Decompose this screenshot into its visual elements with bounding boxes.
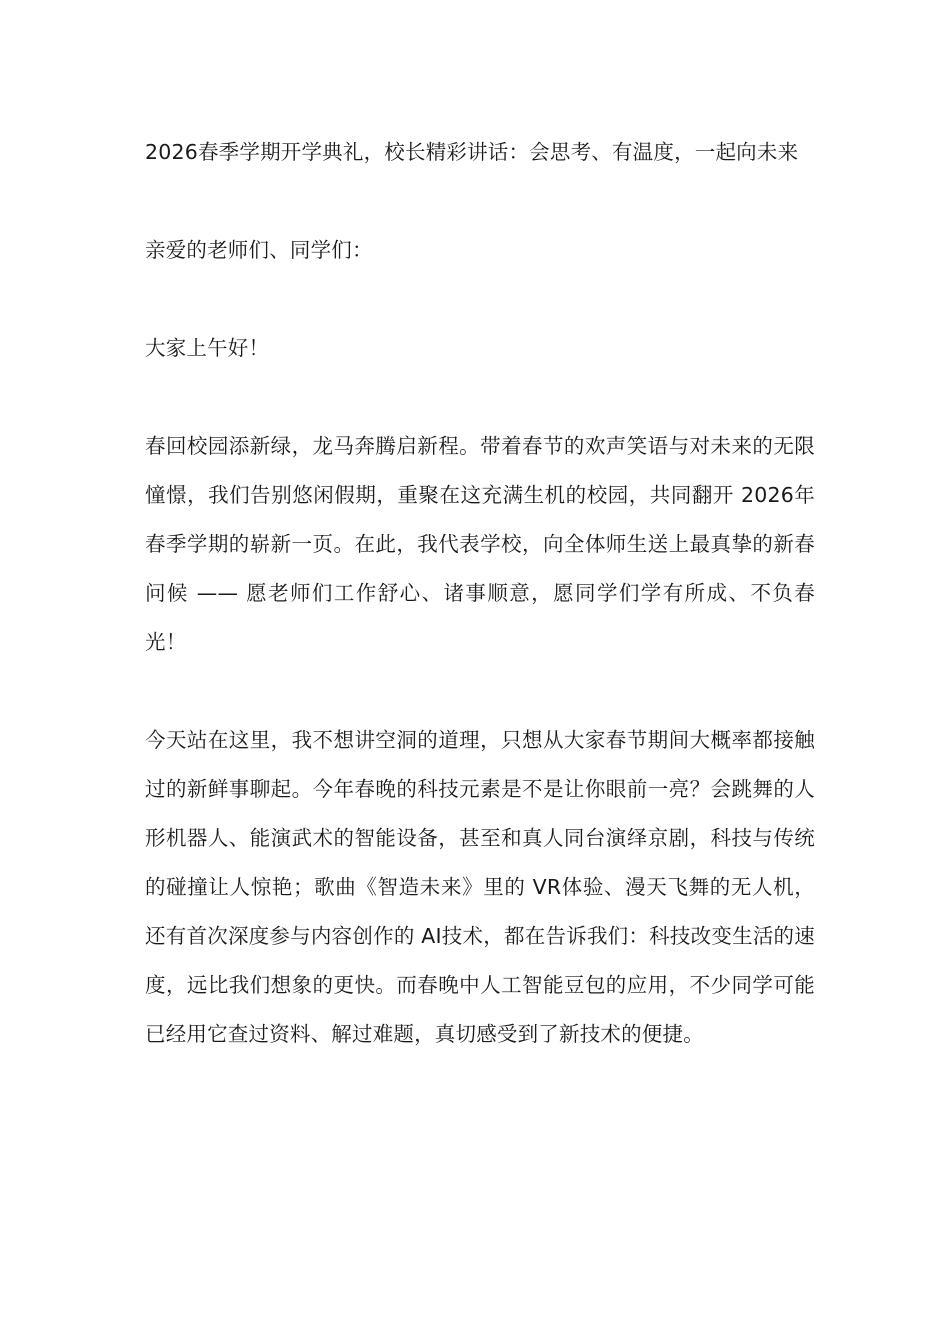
greeting: 大家上午好！: [145, 336, 270, 360]
document-body: [145, 128, 815, 1059]
body-paragraph-1: 春回校园添新绿，龙马奔腾启新程。带着春节的欢声笑语与对未来的无限憧憬，我们告别悠闲假期，重聚在这充满生机的校园，共同翻开 2026年春季学期的崭新一页。在此，我代表学校，向全体师生送上最真挚的新春问候 —— 愿老师们工作舒心、诸事顺意，愿同学们学有所成、不负春光！: [145, 434, 815, 654]
salutation: 亲爱的老师们、同学们：: [145, 238, 373, 262]
document-title: 2026春季学期开学典礼，校长精彩讲话：会思考、有温度，一起向未来: [145, 140, 799, 164]
body-paragraph-2: 今天站在这里，我不想讲空洞的道理，只想从大家春节期间大概率都接触过的新鲜事聊起。今年春晚的科技元素是不是让你眼前一亮？会跳舞的人形机器人、能演武术的智能设备，甚至和真人同台演绎京剧，科技与传统的碰撞让人惊艳；歌曲《智造未来》里的 VR体验、漫天飞舞的无人机，还有首次深度参与内容创作的 AI技术，都在告诉我们：科技改变生活的速度，远比我们想象的更快。而春晚中人工智能豆包的应用，不少同学可能已经用它查过资料、解过难题，真切感受到了新技术的便捷。: [145, 728, 815, 1046]
